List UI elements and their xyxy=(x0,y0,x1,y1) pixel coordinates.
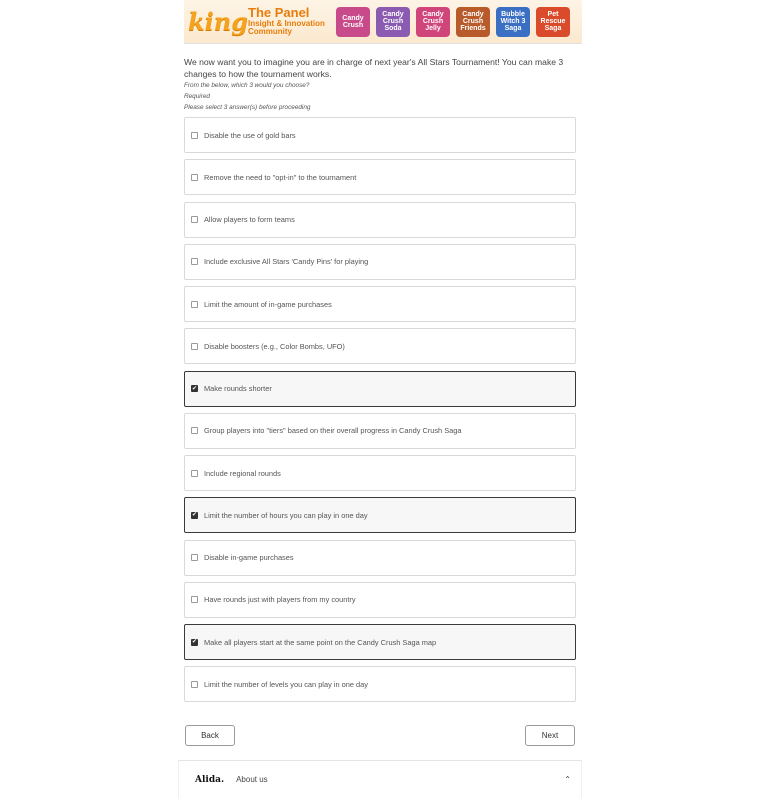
option-label: Disable in-game purchases xyxy=(204,553,294,562)
panel-subtitle: Insight & Innovation Community xyxy=(248,18,325,37)
answer-option[interactable] xyxy=(184,497,576,533)
game-logo: Candy Crush Jelly xyxy=(416,7,450,37)
checkbox-unchecked[interactable] xyxy=(191,427,198,434)
game-logos xyxy=(336,7,570,37)
checkmark-icon: ✔ xyxy=(191,512,198,519)
answer-option[interactable] xyxy=(184,328,576,364)
game-logo: Candy Crush Friends xyxy=(456,7,490,37)
option-label: Disable boosters (e.g., Color Bombs, UFO) xyxy=(204,341,345,351)
checkbox-unchecked[interactable] xyxy=(191,343,198,350)
option-label: Allow players to form teams xyxy=(204,215,295,224)
checkbox-unchecked[interactable] xyxy=(191,554,198,561)
about-us-link[interactable]: About us xyxy=(236,775,268,784)
option-label: Remove the need to "opt-in" to the tournament xyxy=(204,172,357,182)
back-button[interactable]: Back xyxy=(185,725,235,746)
game-logo: Pet Rescue Saga xyxy=(536,7,570,37)
answer-option[interactable] xyxy=(184,117,576,153)
panel-title-block xyxy=(248,6,330,36)
option-label: Limit the number of hours you can play in one day xyxy=(204,510,368,520)
chevron-up-icon[interactable]: ⌃ xyxy=(564,775,571,784)
answer-option[interactable] xyxy=(184,666,576,702)
checkbox-unchecked[interactable] xyxy=(191,258,198,265)
checkbox-unchecked[interactable] xyxy=(191,596,198,603)
checkbox-unchecked[interactable] xyxy=(191,132,198,139)
checkbox-checked[interactable] xyxy=(191,512,198,519)
option-label: Have rounds just with players from my country xyxy=(204,595,356,605)
answer-option[interactable] xyxy=(184,159,576,195)
answer-option[interactable] xyxy=(184,582,576,618)
question-text: We now want you to imagine you are in charge of next year's All Stars Tournament! You can make 3 changes to how the tournament works. xyxy=(184,57,564,79)
question-block xyxy=(184,56,576,113)
option-label: Make rounds shorter xyxy=(204,384,272,393)
next-button[interactable]: Next xyxy=(525,725,575,746)
answer-option[interactable] xyxy=(184,244,576,280)
option-label: Disable the use of gold bars xyxy=(204,130,296,140)
option-label: Limit the amount of in-game purchases xyxy=(204,299,332,309)
checkbox-unchecked[interactable] xyxy=(191,174,198,181)
answer-option[interactable] xyxy=(184,540,576,576)
alida-logo: Alida. xyxy=(195,774,225,785)
game-logo: Candy Crush xyxy=(336,7,370,37)
answer-option[interactable] xyxy=(184,624,576,660)
option-label: Include exclusive All Stars 'Candy Pins' for playing xyxy=(204,257,369,267)
option-label: Include regional rounds xyxy=(204,468,281,478)
king-logo: king xyxy=(188,7,248,36)
answer-options xyxy=(184,117,576,709)
checkmark-icon: ✔ xyxy=(191,385,198,392)
answer-option[interactable] xyxy=(184,286,576,322)
selection-note: Please select 3 answer(s) before proceeding xyxy=(184,104,311,111)
answer-option[interactable] xyxy=(184,371,576,407)
answer-option[interactable] xyxy=(184,413,576,449)
checkbox-checked[interactable] xyxy=(191,385,198,392)
checkbox-checked[interactable] xyxy=(191,639,198,646)
required-label: Required xyxy=(184,93,210,100)
checkbox-unchecked[interactable] xyxy=(191,301,198,308)
checkbox-unchecked[interactable] xyxy=(191,681,198,688)
option-label: Make all players start at the same point on the Candy Crush Saga map xyxy=(204,637,437,647)
option-label: Limit the number of levels you can play in one day xyxy=(204,679,368,689)
option-label: Group players into "tiers" based on their overall progress in Candy Crush Saga xyxy=(204,426,462,436)
game-logo: Bubble Witch 3 Saga xyxy=(496,7,530,37)
header-banner xyxy=(184,0,582,44)
panel-title: The Panel xyxy=(248,5,310,21)
question-instruction: From the below, which 3 would you choose? xyxy=(184,82,310,89)
checkbox-unchecked[interactable] xyxy=(191,216,198,223)
game-logo: Candy Crush Soda xyxy=(376,7,410,37)
footer xyxy=(178,760,582,798)
checkmark-icon: ✔ xyxy=(191,639,198,645)
answer-option[interactable] xyxy=(184,202,576,238)
answer-option[interactable] xyxy=(184,455,576,491)
checkbox-unchecked[interactable] xyxy=(191,470,198,477)
